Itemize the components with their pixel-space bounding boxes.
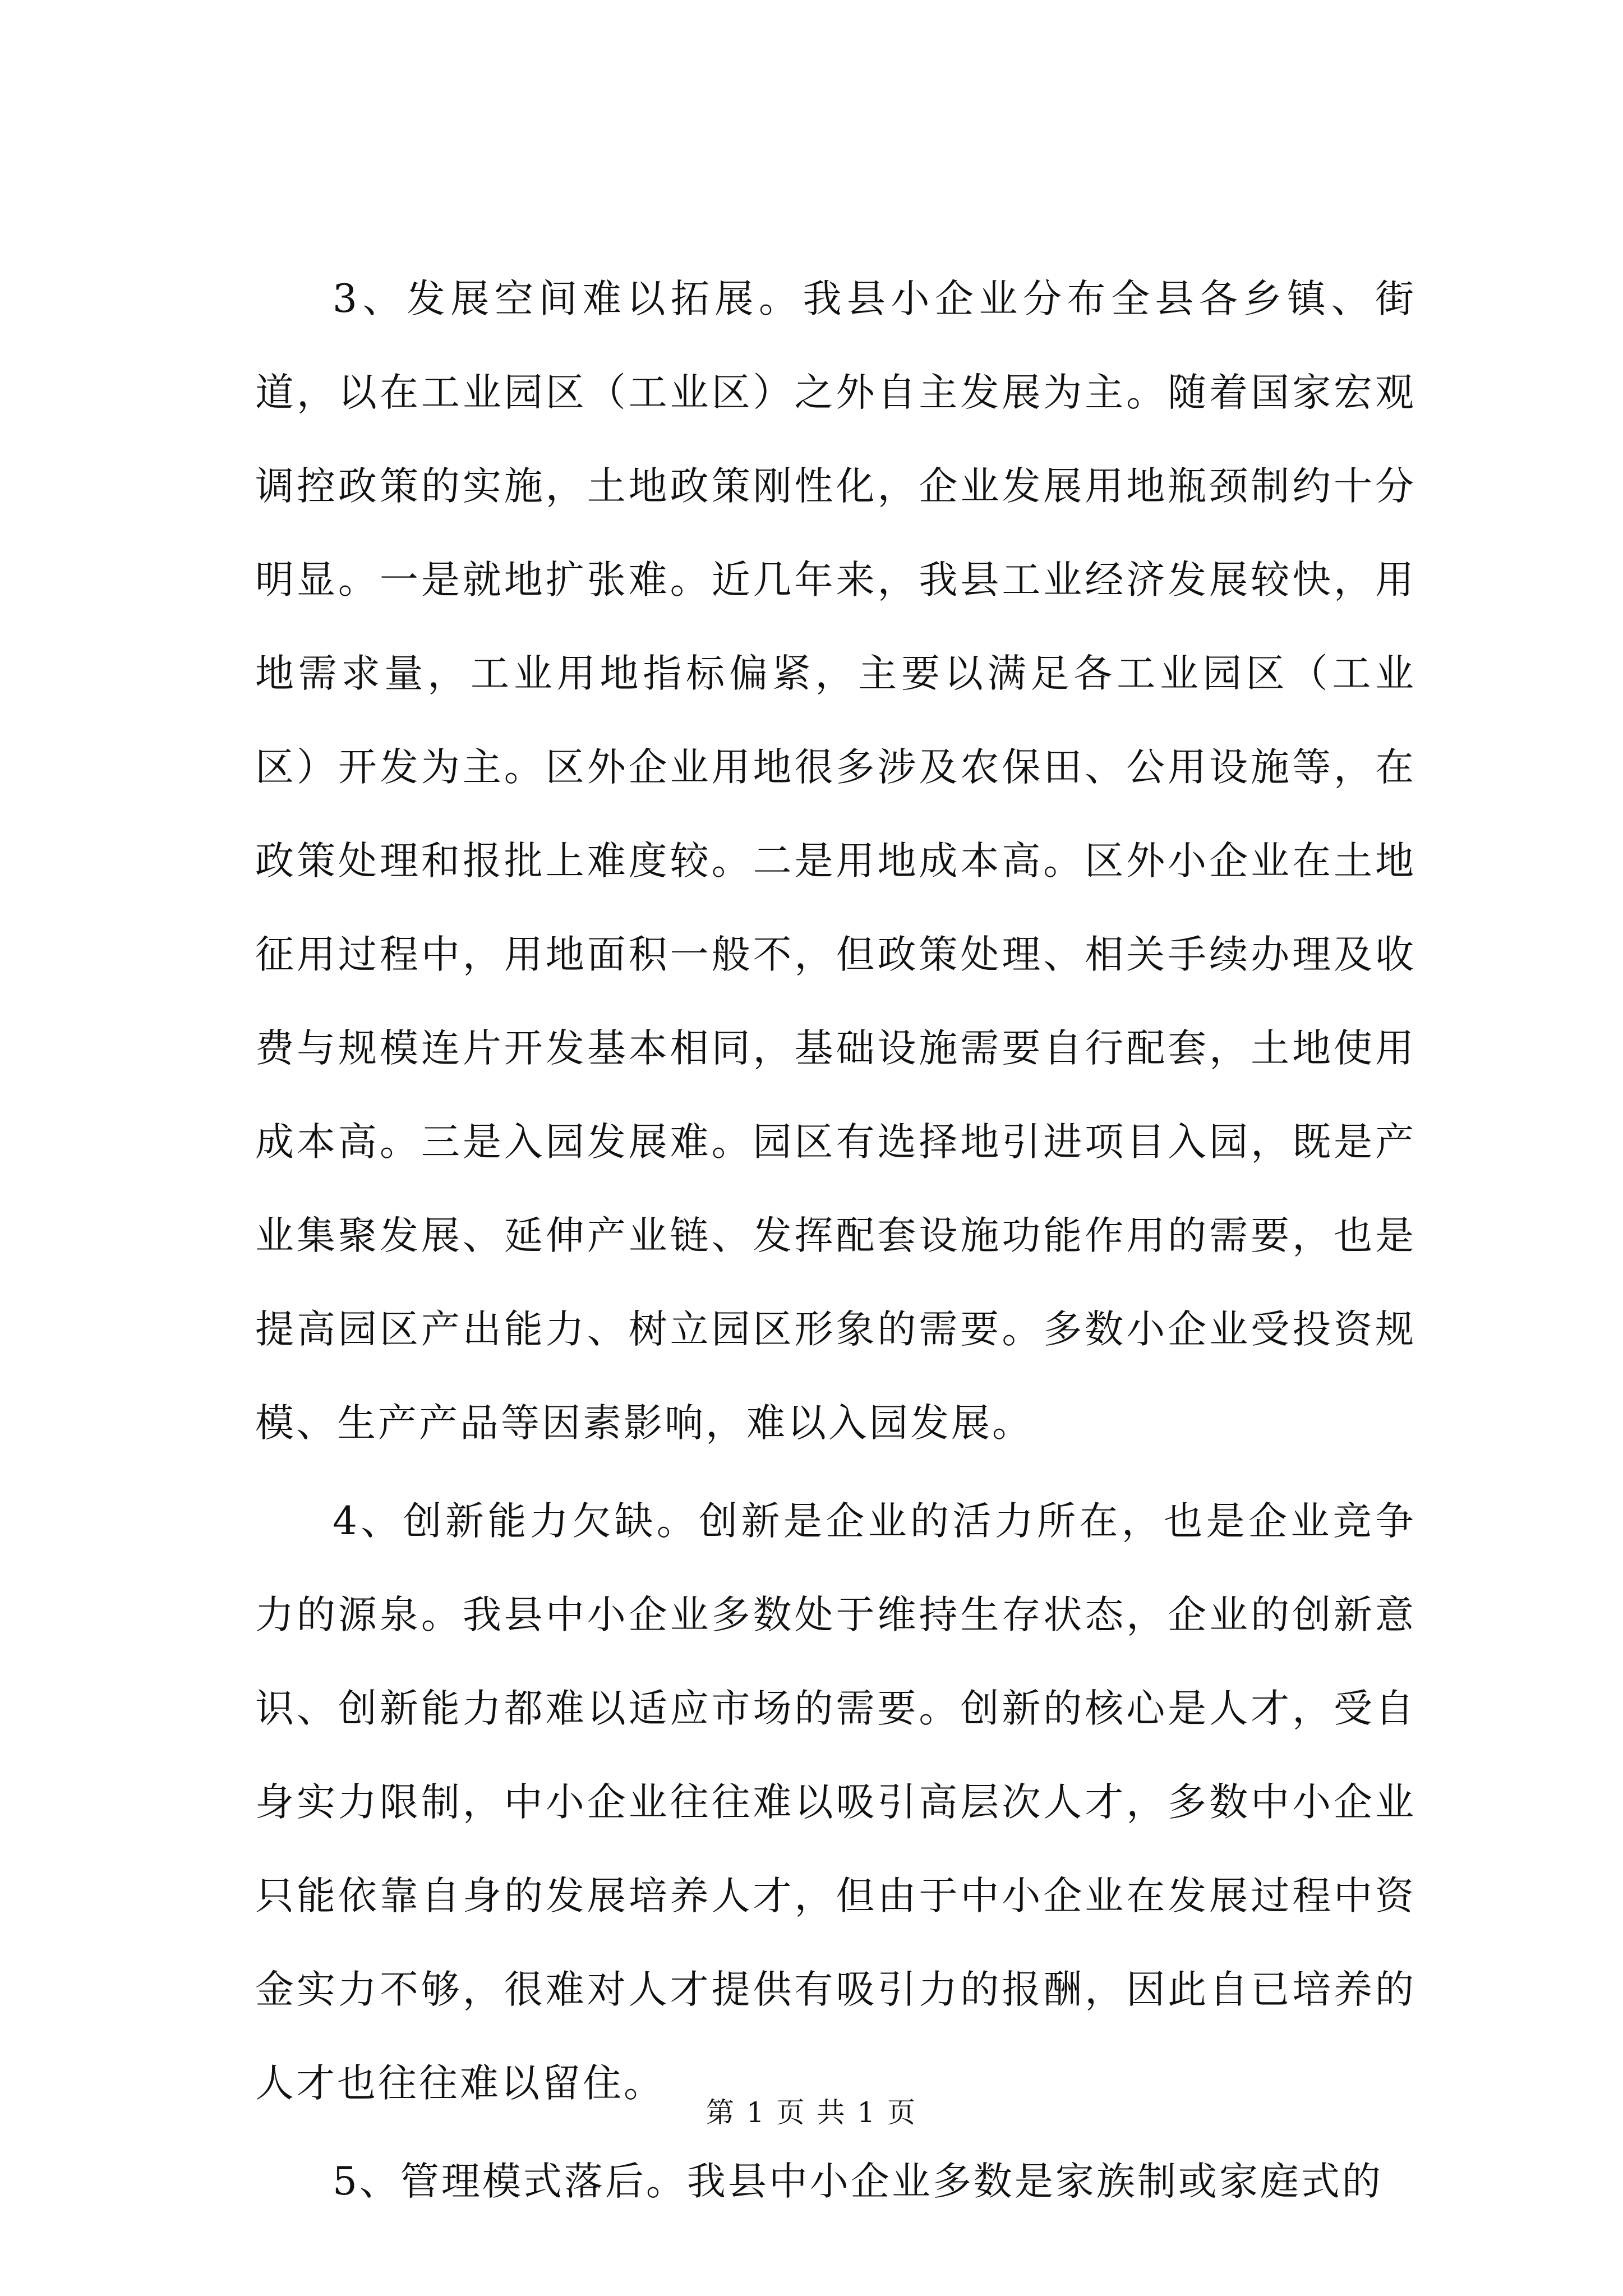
- paragraph-4-innovation-capacity: 4、创新能力欠缺。创新是企业的活力所在，也是企业竞争力的源泉。我县中小企业多数处于维持生存状态，企业的创新意识、创新能力都难以适应市场的需要。创新的核心是人才，受自身实力限制，中小企业往往难以吸引高层次人才，多数中小企业只能依靠自身的发展培养人才，但由于中小企业在发展过程中资金实力不够，很难对人才提供有吸引力的报酬，因此自已培养的人才也往往难以留住。: [255, 1499, 1416, 2106]
- paragraph-5-management-model: 5、管理模式落后。我县中小企业多数是家族制或家庭式的: [333, 2159, 1383, 2204]
- paragraph-3-development-space: 3、发展空间难以拓展。我县小企业分布全县各乡镇、街道，以在工业园区（工业区）之外自主发展为主。随着国家宏观调控政策的实施，土地政策刚性化，企业发展用地瓶颈制约十分明显。一是就地扩张难。近几年来，我县工业经济发展较快，用地需求量，工业用地指标偏紧，主要以满足各工业园区（工业区）开发为主。区外企业用地很多涉及农保田、公用设施等，在政策处理和报批上难度较。二是用地成本高。区外小企业在土地征用过程中，用地面积一般不，但政策处理、相关手续办理及收费与规模连片开发基本相同，基础设施需要自行配套，土地使用成本高。三是入园发展难。园区有选择地引进项目入园，既是产业集聚发展、延伸产业链、发挥配套设施功能作用的需要，也是提高园区产出能力、树立园区形象的需要。多数小企业受投资规模、生产产品等因素影响，难以入园发展。: [255, 277, 1416, 1446]
- document-body: [255, 252, 1416, 2229]
- page-footer: 第 1 页 共 1 页: [706, 2096, 917, 2129]
